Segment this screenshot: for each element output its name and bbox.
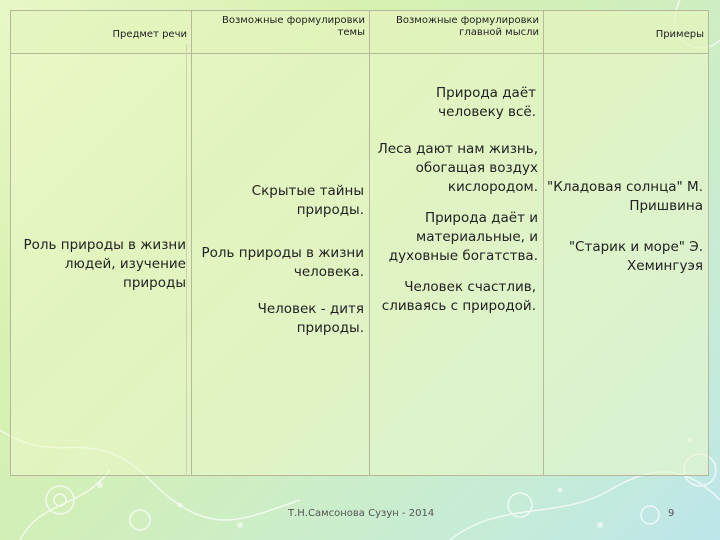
header-subject: Предмет речи [11, 11, 192, 54]
main-idea-item: Леса дают нам жизнь, обогащая воздух кислородом. [377, 141, 538, 195]
example-item: "Кладовая солнца" М. Пришвина [547, 179, 703, 214]
main-idea-item: Человек счастлив, сливаясь с природой. [381, 279, 536, 314]
subject-text: Роль природы в жизни людей, изучение природы [23, 237, 186, 291]
table-row [11, 54, 709, 476]
main-idea-item: Природа даёт человеку всё. [436, 85, 536, 120]
theme-item: Скрытые тайны природы. [251, 183, 364, 218]
example-item: "Старик и море" Э. Хемингуэя [568, 239, 703, 274]
theme-item: Роль природы в жизни человека. [201, 245, 364, 280]
table-header-row [11, 11, 709, 54]
column-divider [186, 44, 187, 476]
footer-author: Т.Н.Самсонова Сузун - 2014 [288, 508, 435, 519]
examples-cell [544, 54, 709, 476]
page-number: 9 [668, 508, 675, 519]
themes-cell [192, 54, 370, 476]
theme-item: Человек - дитя природы. [257, 301, 364, 336]
subject-cell [11, 54, 192, 476]
content-table [10, 10, 709, 476]
main-ideas-cell [370, 54, 544, 476]
header-main-ideas: Возможные формулировки главной мысли [370, 11, 544, 54]
header-themes: Возможные формулировки темы [192, 11, 370, 54]
header-examples: Примеры [544, 11, 709, 54]
main-idea-item: Природа даёт и материальные, и духовные богатства. [388, 210, 538, 264]
